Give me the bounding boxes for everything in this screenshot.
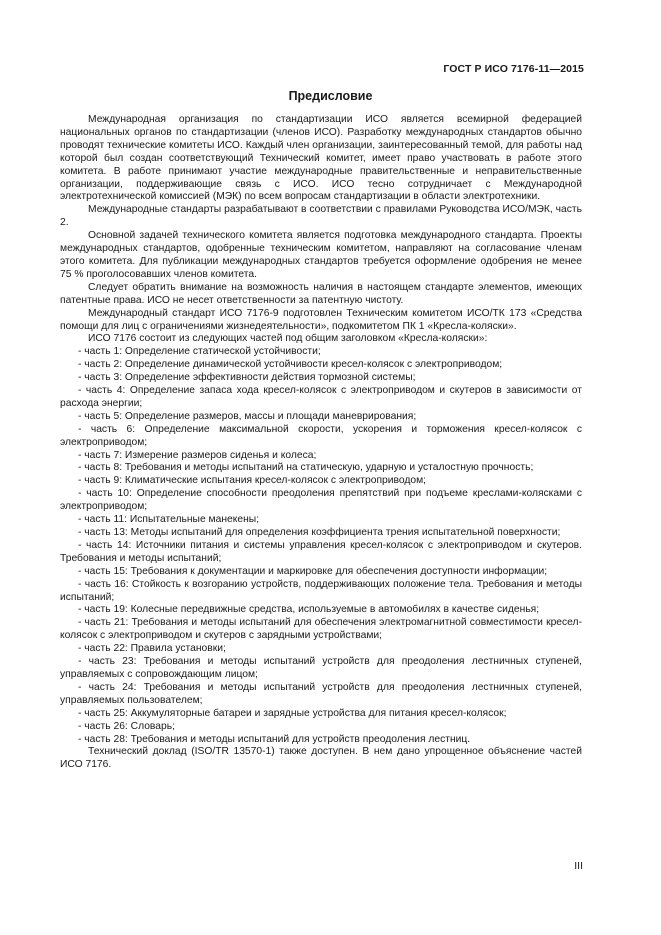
paragraph: Основной задачей технического комитета является подготовка международного стандарта. Проекты международных стандартов, одобренные техническим комитетом, направляют на согласование членам этого комитета. Для публикации международных стандартов требуется оформление одобрения не менее 75 % проголосовавших членов комитета. bbox=[60, 230, 582, 280]
list-item: - часть 25: Аккумуляторные батареи и зарядные устройства для питания кресел-колясок; bbox=[78, 707, 507, 719]
paragraph: Международная организация по стандартизации ИСО является всемирной федерацией национальных органов по стандартизации (членов ИСО). Разработку международных стандартов обычно проводят технические комитеты ИСО. Каждый член организации, заинтересованный темой, для работы над которой был создан соответствующий Технический комитет, имеет право участвовать в работе этого комитета. В работе принимают участие международные правительственные и неправительственные организации, поддерживающие связь с ИСО. ИСО тесно сотрудничает с Международной электротехнической комиссией (МЭК) по всем вопросам стандартизации в области электротехники. bbox=[60, 114, 582, 203]
paragraph: Международные стандарты разрабатывают в соответствии с правилами Руководства ИСО/МЭК, часть 2. bbox=[60, 204, 582, 229]
standard-code-header: ГОСТ Р ИСО 7176-11—2015 bbox=[443, 63, 584, 75]
list-item: - часть 14: Источники питания и системы управления кресел-колясок с электроприводом и скутеров. Требования и методы испытаний; bbox=[60, 539, 582, 564]
list-item: - часть 11: Испытательные манекены; bbox=[78, 514, 260, 526]
list-item: - часть 21: Требования и методы испытаний для обеспечения электромагнитной совместимости кресел-колясок с электроприводом и скутеров с зарядными устройствами; bbox=[60, 617, 582, 642]
list-item: - часть 23: Требования и методы испытаний устройств для преодоления лестничных ступеней, управляемых с сопровождающим лицом; bbox=[60, 656, 582, 680]
list-item: - часть 9: Климатические испытания кресел-колясок с электроприводом; bbox=[78, 475, 427, 487]
list-item: - часть 8: Требования и методы испытаний на статическую, ударную и усталостную прочность; bbox=[78, 462, 534, 474]
list-item: - часть 1: Определение статической устойчивости; bbox=[78, 346, 321, 358]
list-item: - часть 26: Словарь; bbox=[78, 720, 175, 732]
list-item: - часть 13: Методы испытаний для определения коэффициента трения испытательной поверхности; bbox=[78, 527, 561, 538]
list-item: - часть 16: Стойкость к возгоранию устройств, поддерживающих положение тела. Требования и методы испытаний; bbox=[60, 578, 582, 603]
list-item: - часть 3: Определение эффективности действия тормозной системы; bbox=[78, 372, 416, 384]
list-item: - часть 19: Колесные передвижные средства, используемые в автомобилях в качестве сиденья; bbox=[78, 604, 540, 616]
list-item: - часть 22: Правила установки; bbox=[78, 643, 226, 655]
closing-paragraph: Технический доклад (ISO/TR 13570-1) также доступен. В нем дано упрощенное объяснение частей ИСО 7176. bbox=[60, 746, 582, 771]
list-item: - часть 28: Требования и методы испытаний для устройств преодоления лестниц. bbox=[78, 733, 471, 745]
list-item: - часть 4: Определение запаса хода кресел-колясок с электроприводом и скутеров в зависимости от расхода энергии; bbox=[60, 385, 582, 409]
paragraph: ИСО 7176 состоит из следующих частей под общим заголовком «Кресла-коляски»: bbox=[88, 333, 488, 345]
list-item: - часть 15: Требования к документации и маркировке для обеспечения доступности информации; bbox=[78, 565, 548, 577]
paragraph: Международный стандарт ИСО 7176-9 подготовлен Техническим комитетом ИСО/ТК 173 «Средства помощи для лиц с ограничениями жизнедеятельности», подкомитетом ПК 1 «Кресла-коляски». bbox=[60, 307, 582, 332]
list-item: - часть 24: Требования и методы испытаний устройств для преодоления лестничных ступеней, управляемых пользователем; bbox=[60, 681, 582, 706]
page-number: III bbox=[574, 860, 583, 872]
list-item: - часть 7: Измерение размеров сиденья и колеса; bbox=[78, 449, 317, 461]
list-item: - часть 5: Определение размеров, массы и площади маневрирования; bbox=[78, 410, 417, 422]
paragraph: Следует обратить внимание на возможность наличия в настоящем стандарте элементов, имеющих патентные права. ИСО не несет ответственности за патентную чистоту. bbox=[60, 281, 582, 306]
foreword-body bbox=[60, 114, 582, 772]
section-title: Предисловие bbox=[288, 89, 373, 103]
list-item: - часть 10: Определение способности преодоления препятствий при подъеме креслами-колясками с электроприводом; bbox=[60, 488, 582, 513]
list-item: - часть 6: Определение максимальной скорости, ускорения и торможения кресел-колясок с электроприводом; bbox=[60, 423, 582, 448]
list-item: - часть 2: Определение динамической устойчивости кресел-колясок с электроприводом; bbox=[78, 359, 503, 371]
